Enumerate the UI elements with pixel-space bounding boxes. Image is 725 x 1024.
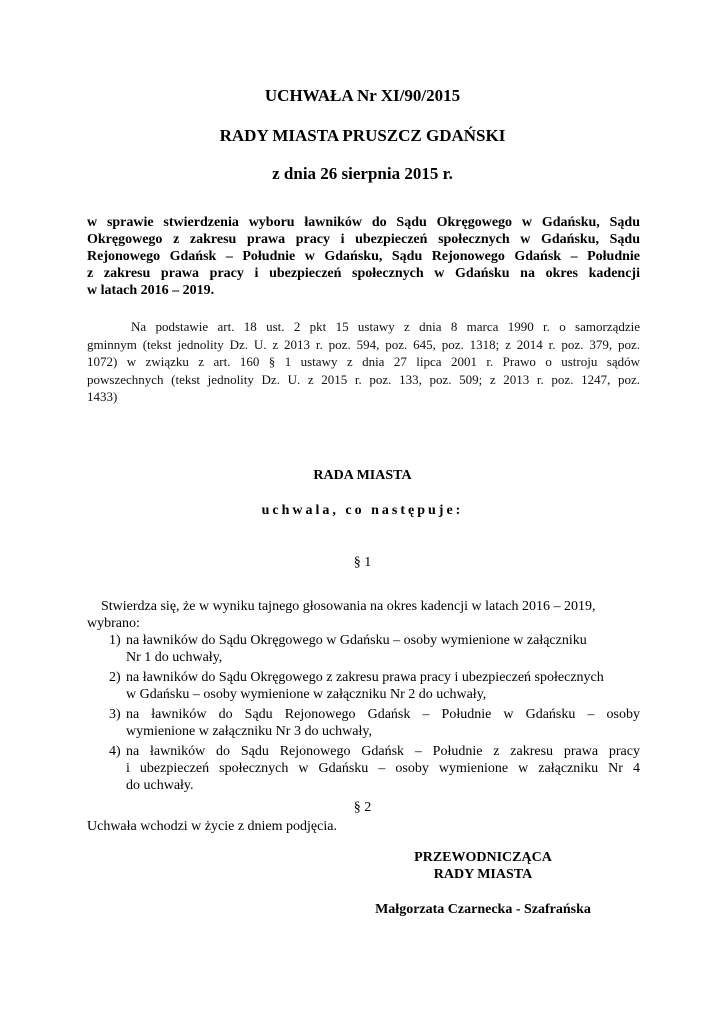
legal-basis-line: 1433) xyxy=(87,389,118,404)
resolution-subject xyxy=(87,214,640,299)
signature-name: Małgorzata Czarnecka - Szafrańska xyxy=(375,902,591,917)
list-item-number: 3) xyxy=(109,707,121,722)
list-item xyxy=(87,743,640,794)
council-heading: RADA MIASTA xyxy=(313,468,412,483)
signature-role: PRZEWODNICZĄCA xyxy=(414,850,552,865)
section-2-mark: § 2 xyxy=(353,800,372,815)
section-1-mark: § 1 xyxy=(353,555,372,570)
list-item-number: 1) xyxy=(109,633,121,648)
legal-basis-line: Na podstawie art. 18 ust. 2 pkt 15 ustawy z dnia 8 marca 1990 r. o samorządzie xyxy=(131,319,640,334)
list-item-line: w Gdańsku – osoby wymienione w załączniku Nr 2 do uchwały, xyxy=(126,687,487,702)
list-item-number: 2) xyxy=(109,670,121,685)
list-item-line: i ubezpieczeń społecznych w Gdańsku – osoby wymienione w załączniku Nr 4 xyxy=(126,761,640,776)
list-item-line: wymienione w załączniku Nr 3 do uchwały, xyxy=(126,724,372,739)
legal-basis-line: powszechnych (tekst jednolity Dz. U. z 2015 r. poz. 133, poz. 509; z 2013 r. poz. 1247, poz. xyxy=(87,371,640,387)
resolution-title: UCHWAŁA Nr XI/90/2015 xyxy=(264,86,461,105)
resolution-date: z dnia 26 sierpnia 2015 r. xyxy=(272,164,453,183)
section-1-intro xyxy=(87,598,640,632)
subject-line: Rejonowego Gdańsk – Południe w Gdańsku, Sądu Rejonowego Gdańsk – Południe xyxy=(87,249,640,264)
legal-basis-line: 1072) w związku z art. 160 § 1 ustawy z dnia 27 lipca 2001 r. Prawo o ustroju sądów xyxy=(87,354,640,369)
subject-line: z zakresu prawa pracy i ubezpieczeń społecznych w Gdańsku na okres kadencji xyxy=(87,266,640,281)
legal-basis-line: gminnym (tekst jednolity Dz. U. z 2013 r. poz. 594, poz. 645, poz. 1318; z 2014 r. poz. 379, poz. xyxy=(87,336,640,352)
council-name: RADY MIASTA PRUSZCZ GDAŃSKI xyxy=(219,126,506,145)
subject-line: w latach 2016 – 2019. xyxy=(87,283,215,298)
list-item-line: do uchwały. xyxy=(126,778,194,793)
list-item-line: na ławników do Sądu Okręgowego w Gdańsku – osoby wymienione w załączniku xyxy=(126,633,587,648)
subject-line: w sprawie stwierdzenia wyboru ławników do Sądu Okręgowego w Gdańsku, Sądu xyxy=(87,215,640,230)
decides-heading: uchwala, co następuje: xyxy=(261,503,464,518)
list-item-line: na ławników do Sądu Okręgowego z zakresu prawa pracy i ubezpieczeń społecznych xyxy=(126,670,604,685)
list-item-number: 4) xyxy=(109,744,121,759)
list-item-line: na ławników do Sądu Rejonowego Gdańsk – Południe w Gdańsku – osoby xyxy=(126,707,640,722)
section-2-text: Uchwała wchodzi w życie z dniem podjęcia. xyxy=(87,819,337,834)
list-item xyxy=(87,669,640,703)
list-item xyxy=(87,706,640,740)
list-item-line: Nr 1 do uchwały, xyxy=(126,650,223,665)
subject-line: Okręgowego z zakresu prawa pracy i ubezpieczeń społecznych w Gdańsku, Sądu xyxy=(87,232,640,247)
list-item-line: na ławników do Sądu Rejonowego Gdańsk – Południe z zakresu prawa pracy xyxy=(126,744,640,759)
legal-basis xyxy=(87,318,640,406)
section-1-intro-line: wybrano: xyxy=(87,616,140,631)
list-item xyxy=(87,632,640,666)
signature-body: RADY MIASTA xyxy=(433,867,533,882)
elected-list xyxy=(87,632,640,797)
section-1-intro-line: Stwierdza się, że w wyniku tajnego głosowania na okres kadencji w latach 2016 – 2019, xyxy=(101,599,596,614)
